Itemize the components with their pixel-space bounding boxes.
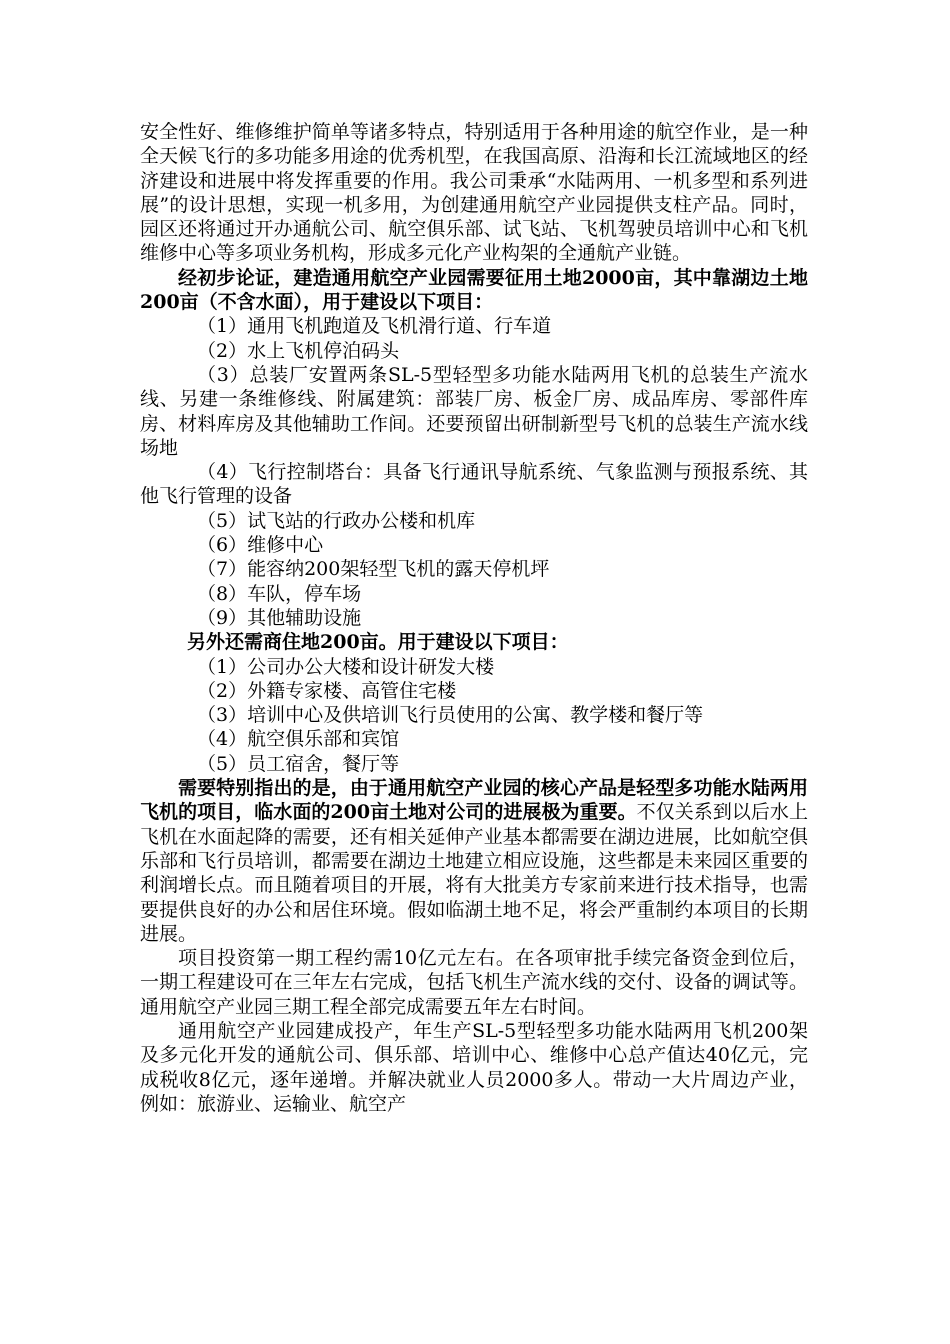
list-item: （5）试飞站的行政办公楼和机库 <box>197 509 476 532</box>
list-item: （7）能容纳200架轻型飞机的露天停机坪 <box>197 558 550 581</box>
land-item-list <box>140 314 808 630</box>
list-item: （1）通用飞机跑道及飞机滑行道、行车道 <box>197 315 552 338</box>
intro-paragraph: 安全性好、维修维护简单等诸多特点，特别适用于各种用途的航空作业，是一种全天候飞行的多功能多用途的优秀机型，在我国高原、沿海和长江流域地区的经济建设和进展中将发挥重要的作用。我公司秉承“水陆两用、一机多型和系列进展”的设计思想，实现一机多用，为创建通用航空产业园提供支柱产品。同时，园区还将通过开办通航公司、航空俱乐部、试飞站、飞机驾驶员培训中心和飞机维修中心等多项业务机构，形成多元化产业构架的全通航产业链。 <box>140 121 808 265</box>
list-item: （2）外籍专家楼、高管住宅楼 <box>197 679 457 702</box>
list-item: （6）维修中心 <box>197 534 324 557</box>
emphasis-paragraph <box>140 776 808 946</box>
list-item: （2）水上飞机停泊码头 <box>197 339 400 362</box>
list-item: （3）培训中心及供培训飞行员使用的公寓、教学楼和餐厅等 <box>197 704 704 727</box>
emphasis-body-text: 不仅关系到以后水上飞机在水面起降的需要，还有相关延伸产业基本都需要在湖边进展，比如航空俱乐部和飞行员培训，都需要在湖边土地建立相应设施，这些都是未来园区重要的利润增长点。而且随着项目的开展，将有大批美方专家前来进行技术指导，也需要提供良好的办公和居住环境。假如临湖土地不足，将会严重制约本项目的长期进展。 <box>140 801 808 945</box>
list-item: （3）总装厂安置两条SL-5型轻型多功能水陆两用飞机的总装生产流水线、另建一条维修线、附属建筑：部装厂房、板金厂房、成品库房、零部件库房、材料库房及其他辅助工作间。还要预留出研制新型号飞机的总装生产流水线场地 <box>140 363 808 459</box>
list-item: （9）其他辅助设施 <box>197 606 362 629</box>
output-paragraph: 通用航空产业园建成投产，年生产SL-5型轻型多功能水陆两用飞机200架及多元化开发的通航公司、俱乐部、培训中心、维修中心总产值达40亿元，完成税收8亿元，逐年递增。并解决就业人员2000多人。带动一大片周边产业，例如：旅游业、运输业、航空产 <box>140 1019 808 1115</box>
list-item: （1）公司办公大楼和设计研发大楼 <box>197 655 495 678</box>
emphasis-bold-text: 需要特别指出的是，由于通用航空产业园的核心产品是轻型多功能水陆两用飞机的项目，临水面的200亩土地对公司的进展极为重要。 <box>140 777 808 824</box>
list-item: （8）车队，停车场 <box>197 582 362 605</box>
document-page <box>140 120 808 1116</box>
commercial-item-list <box>140 655 808 776</box>
commercial-heading: 另外还需商住地200亩。用于建设以下项目： <box>187 631 569 654</box>
list-item: （4）航空俱乐部和宾馆 <box>197 728 400 751</box>
list-item: （5）员工宿舍，餐厅等 <box>197 752 400 775</box>
investment-paragraph: 项目投资第一期工程约需10亿元左右。在各项审批手续完备资金到位后，一期工程建设可在三年左右完成，包括飞机生产流水线的交付、设备的调试等。通用航空产业园三期工程全部完成需要五年左右时间。 <box>140 947 808 1018</box>
list-item: （4）飞行控制塔台：具备飞行通讯导航系统、气象监测与预报系统、其他飞行管理的设备 <box>140 461 808 508</box>
land-heading: 经初步论证，建造通用航空产业园需要征用土地2000亩，其中靠湖边土地200亩（不含水面），用于建设以下项目： <box>140 266 808 314</box>
